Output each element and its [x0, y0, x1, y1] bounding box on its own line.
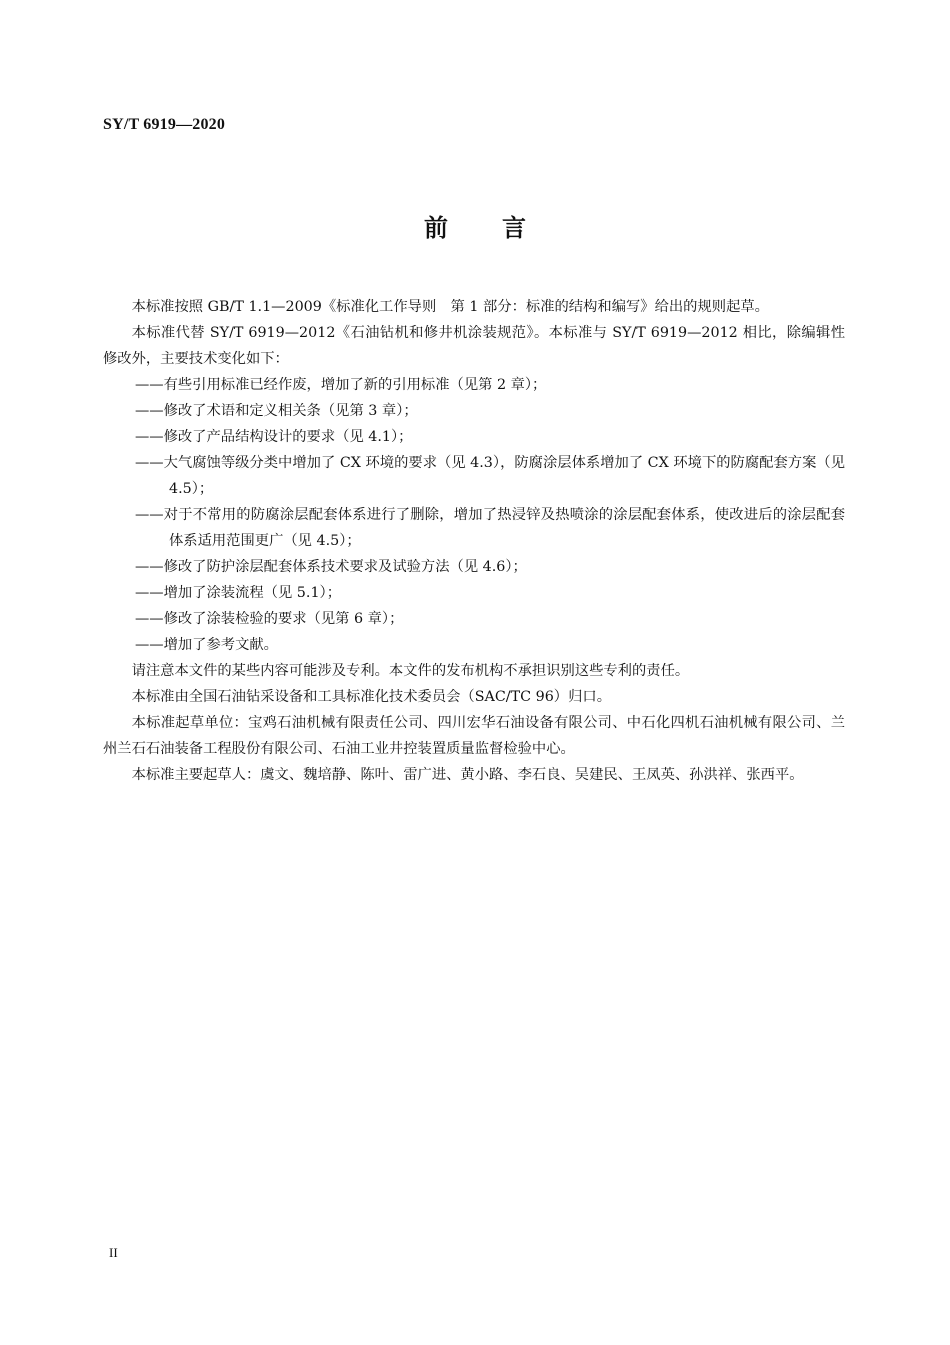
page-number: II [109, 1245, 118, 1260]
paragraph-replacement: 本标准代替 SY/T 6919—2012《石油钻机和修井机涂装规范》。本标准与 SY/T 6919—2012 相比，除编辑性修改外，主要技术变化如下： [103, 325, 845, 367]
change-item: ——修改了防护涂层配套体系技术要求及试验方法（见 4.6）； [135, 559, 527, 575]
foreword-body [103, 294, 845, 788]
change-item: ——大气腐蚀等级分类中增加了 CX 环境的要求（见 4.3），防腐涂层体系增加了 CX 环境下的防腐配套方案（见 4.5）； [135, 455, 845, 497]
paragraph-drafting-units: 本标准起草单位：宝鸡石油机械有限责任公司、四川宏华石油设备有限公司、中石化四机石油机械有限公司、兰州兰石石油装备工程股份有限公司、石油工业井控装置质量监督检验中心。 [103, 715, 845, 757]
page-title: 前言 [424, 214, 580, 242]
change-item: ——修改了涂装检验的要求（见第 6 章）； [135, 611, 404, 627]
paragraph-patent-notice: 请注意本文件的某些内容可能涉及专利。本文件的发布机构不承担识别这些专利的责任。 [131, 663, 690, 679]
change-item: ——修改了产品结构设计的要求（见 4.1）； [135, 429, 413, 445]
paragraph-drafters: 本标准主要起草人：虞文、魏培静、陈叶、雷广进、黄小路、李石良、吴建民、王凤英、孙洪祥、张西平。 [131, 767, 804, 783]
change-item: ——对于不常用的防腐涂层配套体系进行了删除，增加了热浸锌及热喷涂的涂层配套体系，使改进后的涂层配套体系适用范围更广（见 4.5）； [135, 507, 845, 549]
change-item: ——修改了术语和定义相关条（见第 3 章）； [135, 403, 418, 419]
paragraph-drafting-rules: 本标准按照 GB/T 1.1—2009《标准化工作导则 第 1 部分：标准的结构和编写》给出的规则起草。 [131, 299, 769, 315]
change-item: ——增加了参考文献。 [135, 637, 278, 653]
standard-code: SY/T 6919—2020 [103, 116, 226, 133]
change-item: ——有些引用标准已经作废，增加了新的引用标准（见第 2 章）； [135, 377, 547, 393]
change-item: ——增加了涂装流程（见 5.1）； [135, 585, 341, 601]
paragraph-committee: 本标准由全国石油钻采设备和工具标准化技术委员会（SAC/TC 96）归口。 [131, 689, 611, 705]
